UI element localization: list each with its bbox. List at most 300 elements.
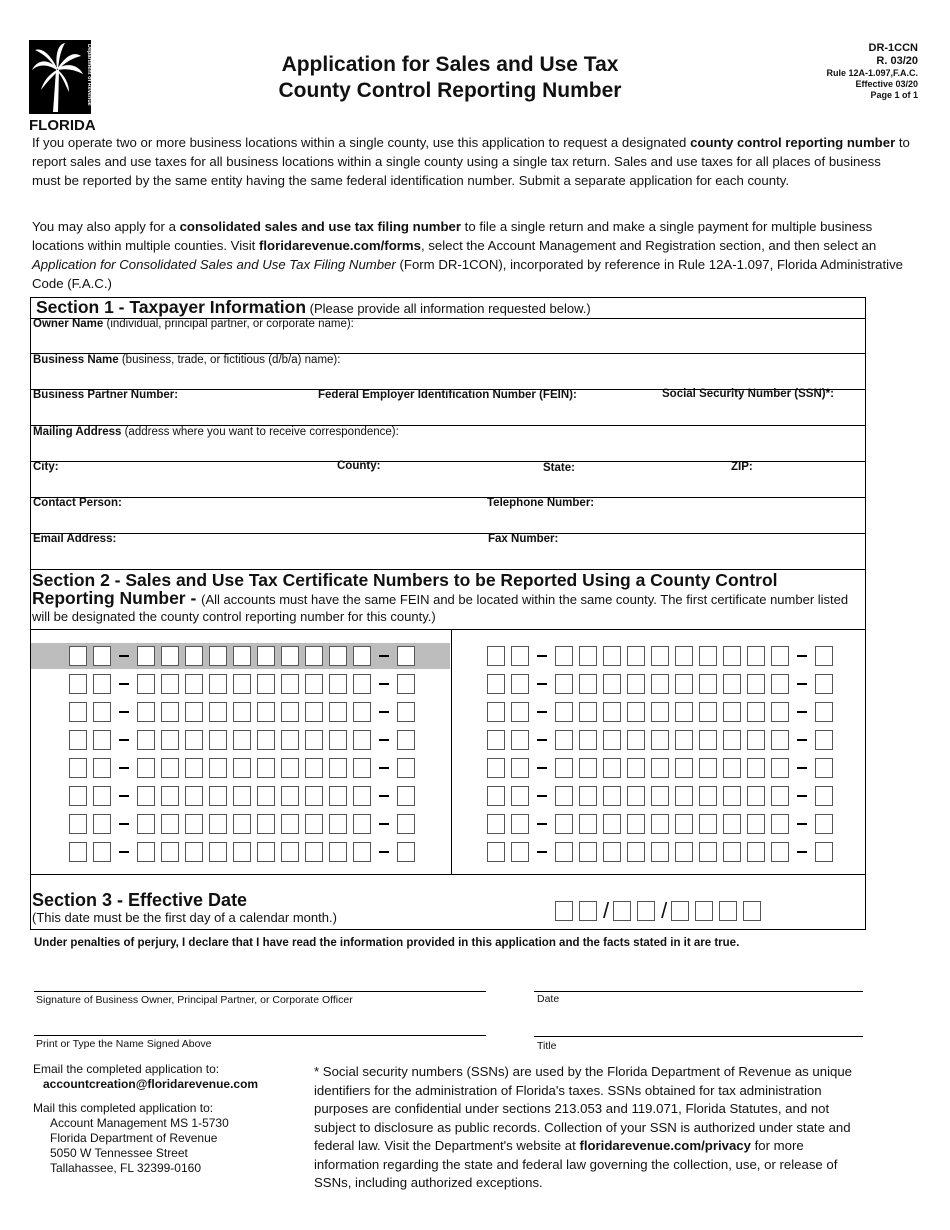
certificate-digit-box[interactable] <box>723 702 741 722</box>
certificate-digit-box[interactable] <box>397 758 415 778</box>
certificate-digit-box[interactable] <box>209 814 227 834</box>
certificate-digit-box[interactable] <box>723 842 741 862</box>
certificate-digit-box[interactable] <box>603 758 621 778</box>
certificate-digit-box[interactable] <box>699 786 717 806</box>
certificate-digit-box[interactable] <box>603 842 621 862</box>
certificate-digit-box[interactable] <box>771 730 789 750</box>
month-digit-box[interactable] <box>579 901 597 921</box>
fein-label: Federal Employer Identification Number (FEIN): <box>318 389 577 401</box>
state-label: State: <box>543 462 575 474</box>
certificate-digit-box[interactable] <box>137 674 155 694</box>
certificate-digit-box[interactable] <box>233 842 251 862</box>
certificate-digit-box[interactable] <box>161 702 179 722</box>
certificate-digit-box[interactable] <box>555 786 573 806</box>
certificate-number-row[interactable] <box>69 671 421 697</box>
certificate-digit-box[interactable] <box>185 674 203 694</box>
certificate-digit-box[interactable] <box>579 786 597 806</box>
certificate-digit-box[interactable] <box>353 646 371 666</box>
certificate-digit-box[interactable] <box>329 702 347 722</box>
certificate-digit-box[interactable] <box>723 674 741 694</box>
certificate-dash <box>797 739 807 741</box>
certificate-digit-box[interactable] <box>747 842 765 862</box>
forms-link[interactable]: floridarevenue.com/forms <box>258 238 421 253</box>
certificate-digit-box[interactable] <box>305 814 323 834</box>
owner-name-label: Owner Name (individual, principal partner, or corporate name): <box>33 318 354 330</box>
certificate-digit-box[interactable] <box>627 786 645 806</box>
certificate-digit-box[interactable] <box>397 730 415 750</box>
certificate-digit-box[interactable] <box>397 674 415 694</box>
telephone-label: Telephone Number: <box>487 497 595 509</box>
certificate-digit-box[interactable] <box>723 646 741 666</box>
certificate-digit-box[interactable] <box>771 646 789 666</box>
certificate-digit-box[interactable] <box>675 758 693 778</box>
certificate-digit-box[interactable] <box>627 702 645 722</box>
certificate-dash <box>119 739 129 741</box>
certificate-digit-box[interactable] <box>185 786 203 806</box>
certificate-digit-box[interactable] <box>487 730 505 750</box>
certificate-digit-box[interactable] <box>579 758 597 778</box>
certificate-digit-box[interactable] <box>603 814 621 834</box>
certificate-digit-box[interactable] <box>209 758 227 778</box>
florida-dor-logo <box>29 40 96 134</box>
certificate-digit-box[interactable] <box>723 814 741 834</box>
certificate-dash <box>537 739 547 741</box>
print-name-line[interactable] <box>34 1035 486 1036</box>
certificate-digit-box[interactable] <box>161 842 179 862</box>
certificate-digit-box[interactable] <box>675 786 693 806</box>
form-page: Page 1 of 1 <box>870 90 918 100</box>
certificate-digit-box[interactable] <box>675 646 693 666</box>
certificate-digit-box[interactable] <box>69 646 87 666</box>
certificate-dash <box>379 795 389 797</box>
certificate-digit-box[interactable] <box>353 674 371 694</box>
certificate-dash <box>797 823 807 825</box>
certificate-digit-box[interactable] <box>305 730 323 750</box>
certificate-digit-box[interactable] <box>209 842 227 862</box>
certificate-digit-box[interactable] <box>161 730 179 750</box>
title-line[interactable] <box>534 1036 863 1037</box>
address-line: Tallahassee, FL 32399-0160 <box>50 1161 201 1175</box>
certificate-digit-box[interactable] <box>603 786 621 806</box>
certificate-dash <box>379 823 389 825</box>
business-name-field[interactable] <box>33 368 863 388</box>
certificate-digit-box[interactable] <box>555 646 573 666</box>
form-title <box>245 52 655 104</box>
certificate-digit-box[interactable] <box>161 758 179 778</box>
certificate-digit-box[interactable] <box>93 730 111 750</box>
certificate-digit-box[interactable] <box>257 842 275 862</box>
certificate-digit-box[interactable] <box>397 646 415 666</box>
certificate-number-row[interactable] <box>487 755 839 781</box>
certificate-digit-box[interactable] <box>353 814 371 834</box>
certificate-digit-box[interactable] <box>353 730 371 750</box>
certificate-dash <box>379 683 389 685</box>
certificate-dash <box>379 739 389 741</box>
certificate-digit-box[interactable] <box>771 702 789 722</box>
certificate-digit-box[interactable] <box>651 702 669 722</box>
certificate-digit-box[interactable] <box>627 814 645 834</box>
certificate-digit-box[interactable] <box>93 646 111 666</box>
certificate-digit-box[interactable] <box>397 814 415 834</box>
section3-note: (This date must be the first day of a calendar month.) <box>32 910 337 925</box>
certificate-digit-box[interactable] <box>511 674 529 694</box>
certificate-digit-box[interactable] <box>699 758 717 778</box>
certificate-digit-box[interactable] <box>353 842 371 862</box>
certificate-digit-box[interactable] <box>579 842 597 862</box>
certificate-digit-box[interactable] <box>815 730 833 750</box>
certificate-digit-box[interactable] <box>747 814 765 834</box>
certificate-digit-box[interactable] <box>815 758 833 778</box>
certificate-digit-box[interactable] <box>185 814 203 834</box>
certificate-digit-box[interactable] <box>771 842 789 862</box>
certificate-digit-box[interactable] <box>675 674 693 694</box>
certificate-digit-box[interactable] <box>723 758 741 778</box>
year-digit-box[interactable] <box>743 901 761 921</box>
certificate-digit-box[interactable] <box>651 814 669 834</box>
certificate-digit-box[interactable] <box>209 674 227 694</box>
certificate-digit-box[interactable] <box>281 814 299 834</box>
certificate-digit-box[interactable] <box>329 674 347 694</box>
certificate-number-row[interactable] <box>69 839 421 865</box>
certificate-digit-box[interactable] <box>185 702 203 722</box>
certificate-dash <box>797 795 807 797</box>
certificate-digit-box[interactable] <box>305 786 323 806</box>
certificate-digit-box[interactable] <box>281 702 299 722</box>
certificate-digit-box[interactable] <box>397 702 415 722</box>
signature-label: Signature of Business Owner, Principal Partner, or Corporate Officer <box>36 994 353 1006</box>
certificate-number-row[interactable] <box>487 643 839 669</box>
certificate-digit-box[interactable] <box>137 646 155 666</box>
certificate-digit-box[interactable] <box>555 730 573 750</box>
city-county-state-zip-field[interactable] <box>33 476 863 496</box>
certificate-digit-box[interactable] <box>651 842 669 862</box>
owner-name-field[interactable] <box>33 332 863 352</box>
certificate-number-row[interactable] <box>487 811 839 837</box>
certificate-digit-box[interactable] <box>209 702 227 722</box>
certificate-digit-box[interactable] <box>137 758 155 778</box>
certificate-digit-box[interactable] <box>815 786 833 806</box>
section1-heading: Section 1 - Taxpayer Information (Please provide all information requested below.) <box>36 297 591 317</box>
certificate-digit-box[interactable] <box>511 842 529 862</box>
certificate-dash <box>119 795 129 797</box>
certificate-digit-box[interactable] <box>257 674 275 694</box>
date-label: Date <box>537 993 560 1005</box>
certificate-digit-box[interactable] <box>579 730 597 750</box>
certificate-digit-box[interactable] <box>579 702 597 722</box>
certificate-digit-box[interactable] <box>603 702 621 722</box>
certificate-digit-box[interactable] <box>815 646 833 666</box>
certificate-digit-box[interactable] <box>699 674 717 694</box>
certificate-digit-box[interactable] <box>511 730 529 750</box>
certificate-digit-box[interactable] <box>161 786 179 806</box>
certificate-digit-box[interactable] <box>93 702 111 722</box>
certificate-digit-box[interactable] <box>555 814 573 834</box>
certificate-digit-box[interactable] <box>305 646 323 666</box>
title-line-1: Application for Sales and Use Tax <box>281 53 619 76</box>
certificate-digit-box[interactable] <box>651 730 669 750</box>
certificate-digit-box[interactable] <box>699 646 717 666</box>
certificate-digit-box[interactable] <box>329 730 347 750</box>
certificate-number-row[interactable] <box>69 755 421 781</box>
certificate-digit-box[interactable] <box>555 758 573 778</box>
certificate-digit-box[interactable] <box>675 842 693 862</box>
certificate-digit-box[interactable] <box>233 786 251 806</box>
print-name-label: Print or Type the Name Signed Above <box>36 1038 212 1050</box>
certificate-digit-box[interactable] <box>329 842 347 862</box>
certificate-digit-box[interactable] <box>487 674 505 694</box>
certificate-digit-box[interactable] <box>329 786 347 806</box>
certificate-number-row[interactable] <box>31 643 450 669</box>
certificate-dash <box>537 823 547 825</box>
form-meta <box>826 42 918 101</box>
certificate-digit-box[interactable] <box>69 702 87 722</box>
month-digit-box[interactable] <box>555 901 573 921</box>
mailing-address-field[interactable] <box>33 440 863 460</box>
certificate-digit-box[interactable] <box>257 758 275 778</box>
form-effective: Effective 03/20 <box>855 79 918 89</box>
certificate-digit-box[interactable] <box>69 842 87 862</box>
intro-paragraph-2: You may also apply for a consolidated sales and use tax filing number to file a single return and make a single payment for multiple business locations within multiple counties. Visit floridarevenue.com/forms, select the Account Management and Registration section, and then select an Application for Consolidated Sales and Use Tax Filing Number (Form DR-1CON), incorporated by reference in Rule 12A-1.097, Florida Administrative Code (F.A.C.) <box>32 219 904 291</box>
email-instructions: Email the completed application to: accountcreation@floridarevenue.com <box>33 1062 259 1091</box>
mail-instructions: Mail this completed application to: Account Management MS 1-5730 Florida Department of Revenue 5050 W Tennessee Street Tallahassee, FL 32399-0160 <box>33 1101 229 1175</box>
zip-label: ZIP: <box>731 461 753 473</box>
certificate-digit-box[interactable] <box>627 646 645 666</box>
logo-wordmark: FLORIDA <box>29 117 96 134</box>
certificate-digit-box[interactable] <box>353 786 371 806</box>
certificate-digit-box[interactable] <box>511 646 529 666</box>
certificate-digit-box[interactable] <box>93 786 111 806</box>
year-digit-box[interactable] <box>695 901 713 921</box>
certificate-digit-box[interactable] <box>771 814 789 834</box>
certificate-digit-box[interactable] <box>257 730 275 750</box>
certificate-digit-box[interactable] <box>699 730 717 750</box>
certificate-digit-box[interactable] <box>555 674 573 694</box>
certificate-digit-box[interactable] <box>651 674 669 694</box>
certificate-digit-box[interactable] <box>329 814 347 834</box>
certificate-digit-box[interactable] <box>93 842 111 862</box>
certificate-number-row[interactable] <box>487 727 839 753</box>
certificate-digit-box[interactable] <box>511 814 529 834</box>
certificate-digit-box[interactable] <box>257 786 275 806</box>
certificate-digit-box[interactable] <box>627 730 645 750</box>
signature-line[interactable] <box>34 991 486 992</box>
certificate-digit-box[interactable] <box>397 842 415 862</box>
certificate-digit-box[interactable] <box>603 730 621 750</box>
certificate-digit-box[interactable] <box>209 786 227 806</box>
certificate-digit-box[interactable] <box>699 842 717 862</box>
certificate-dash <box>119 851 129 853</box>
certificate-digit-box[interactable] <box>675 702 693 722</box>
certificate-digit-box[interactable] <box>603 646 621 666</box>
certificate-digit-box[interactable] <box>281 842 299 862</box>
certificate-dash <box>797 851 807 853</box>
certificate-digit-box[interactable] <box>161 674 179 694</box>
date-line[interactable] <box>534 991 863 992</box>
perjury-declaration: Under penalties of perjury, I declare that I have read the information provided in this application and the facts stated in it are true. <box>34 937 740 949</box>
certificate-digit-box[interactable] <box>675 814 693 834</box>
certificate-digit-box[interactable] <box>233 730 251 750</box>
certificate-digit-box[interactable] <box>93 674 111 694</box>
certificate-digit-box[interactable] <box>747 674 765 694</box>
certificate-digit-box[interactable] <box>69 730 87 750</box>
certificate-digit-box[interactable] <box>747 730 765 750</box>
certificate-digit-box[interactable] <box>137 842 155 862</box>
certificate-dash <box>119 711 129 713</box>
certificate-digit-box[interactable] <box>555 702 573 722</box>
intro-paragraph-1: If you operate two or more business locations within a single county, use this application to request a designated county control reporting number to report sales and use taxes for all business locations within a single county using a single tax return. Sales and use taxes for all places of business must be reported by the same entity having the same federal identification number. Submit a separate application for each county. <box>32 135 910 188</box>
certificate-digit-box[interactable] <box>233 814 251 834</box>
certificate-number-row[interactable] <box>487 783 839 809</box>
certificate-digit-box[interactable] <box>627 842 645 862</box>
certificate-digit-box[interactable] <box>185 730 203 750</box>
certificate-digit-box[interactable] <box>161 814 179 834</box>
certificate-digit-box[interactable] <box>511 702 529 722</box>
certificate-digit-box[interactable] <box>329 758 347 778</box>
certificate-digit-box[interactable] <box>487 786 505 806</box>
certificate-digit-box[interactable] <box>651 646 669 666</box>
certificate-dash <box>537 711 547 713</box>
certificate-digit-box[interactable] <box>281 758 299 778</box>
certificate-digit-box[interactable] <box>511 758 529 778</box>
certificate-digit-box[interactable] <box>815 702 833 722</box>
certificate-digit-box[interactable] <box>651 758 669 778</box>
certificate-digit-box[interactable] <box>747 758 765 778</box>
certificate-digit-box[interactable] <box>69 814 87 834</box>
certificate-digit-box[interactable] <box>329 646 347 666</box>
form-rule: Rule 12A-1.097,F.A.C. <box>826 68 918 78</box>
certificate-digit-box[interactable] <box>397 786 415 806</box>
certificate-digit-box[interactable] <box>747 646 765 666</box>
certificate-digit-box[interactable] <box>651 786 669 806</box>
ssn-disclosure: * Social security numbers (SSNs) are used by the Florida Department of Revenue as unique identifiers for the administration of Florida's taxes. SSNs obtained for tax administration purposes are confidential under sections 213.053 and 119.071, Florida Statutes, and not subject to disclosure as public records. Collection of your SSN is authorized under state and federal law. Visit the Department's website at floridarevenue.com/privacy for more information regarding the state and federal law governing the collection, use, or release of SSNs, including authorized exceptions. <box>314 1064 853 1190</box>
privacy-link[interactable]: floridarevenue.com/privacy <box>579 1138 751 1153</box>
certificate-digit-box[interactable] <box>137 702 155 722</box>
certificate-digit-box[interactable] <box>305 674 323 694</box>
submission-email[interactable]: accountcreation@floridarevenue.com <box>43 1077 259 1091</box>
address-line: Florida Department of Revenue <box>50 1131 218 1145</box>
certificate-digit-box[interactable] <box>627 758 645 778</box>
certificate-digit-box[interactable] <box>161 646 179 666</box>
certificate-digit-box[interactable] <box>185 646 203 666</box>
certificate-digit-box[interactable] <box>257 646 275 666</box>
certificate-digit-box[interactable] <box>233 702 251 722</box>
certificate-digit-box[interactable] <box>69 786 87 806</box>
certificate-dash <box>537 655 547 657</box>
certificate-digit-box[interactable] <box>305 758 323 778</box>
certificate-digit-box[interactable] <box>579 674 597 694</box>
certificate-digit-box[interactable] <box>137 786 155 806</box>
year-digit-box[interactable] <box>719 901 737 921</box>
day-digit-box[interactable] <box>613 901 631 921</box>
certificate-digit-box[interactable] <box>747 786 765 806</box>
title-line-2: County Control Reporting Number <box>278 79 622 102</box>
certificate-digit-box[interactable] <box>281 730 299 750</box>
certificate-digit-box[interactable] <box>579 646 597 666</box>
certificate-digit-box[interactable] <box>69 674 87 694</box>
certificate-digit-box[interactable] <box>137 730 155 750</box>
certificate-digit-box[interactable] <box>353 758 371 778</box>
taxpayer-ids-field[interactable] <box>33 404 863 424</box>
certificate-digit-box[interactable] <box>723 730 741 750</box>
certificate-digit-box[interactable] <box>209 646 227 666</box>
certificate-digit-box[interactable] <box>257 702 275 722</box>
certificate-digit-box[interactable] <box>257 814 275 834</box>
certificate-digit-box[interactable] <box>771 786 789 806</box>
certificate-number-row[interactable] <box>487 671 839 697</box>
year-digit-box[interactable] <box>671 901 689 921</box>
certificate-digit-box[interactable] <box>699 814 717 834</box>
certificate-digit-box[interactable] <box>93 758 111 778</box>
certificate-digit-box[interactable] <box>185 842 203 862</box>
certificate-number-row[interactable] <box>487 699 839 725</box>
certificate-dash <box>119 823 129 825</box>
certificate-digit-box[interactable] <box>209 730 227 750</box>
certificate-digit-box[interactable] <box>233 646 251 666</box>
certificate-digit-box[interactable] <box>699 702 717 722</box>
certificate-digit-box[interactable] <box>815 814 833 834</box>
contact-person-label: Contact Person: <box>33 497 122 509</box>
certificate-digit-box[interactable] <box>487 646 505 666</box>
certificate-digit-box[interactable] <box>771 674 789 694</box>
certificate-digit-box[interactable] <box>723 786 741 806</box>
cert-grid-right <box>452 629 866 874</box>
certificate-digit-box[interactable] <box>305 702 323 722</box>
certificate-dash <box>797 683 807 685</box>
certificate-digit-box[interactable] <box>603 674 621 694</box>
certificate-digit-box[interactable] <box>747 702 765 722</box>
certificate-digit-box[interactable] <box>353 702 371 722</box>
effective-date-input[interactable] <box>555 898 767 924</box>
certificate-digit-box[interactable] <box>555 842 573 862</box>
day-digit-box[interactable] <box>637 901 655 921</box>
certificate-digit-box[interactable] <box>281 674 299 694</box>
email-address-label: Email Address: <box>33 533 117 545</box>
fax-number-label: Fax Number: <box>488 533 559 545</box>
certificate-digit-box[interactable] <box>69 758 87 778</box>
certificate-digit-box[interactable] <box>815 842 833 862</box>
certificate-digit-box[interactable] <box>815 674 833 694</box>
certificate-digit-box[interactable] <box>511 786 529 806</box>
certificate-dash <box>537 795 547 797</box>
certificate-digit-box[interactable] <box>281 646 299 666</box>
certificate-number-row[interactable] <box>69 727 421 753</box>
certificate-digit-box[interactable] <box>627 674 645 694</box>
mailing-address-label: Mailing Address (address where you want to receive correspondence): <box>33 426 399 438</box>
section2-heading: Section 2 - Sales and Use Tax Certificate Numbers to be Reported Using a County Control <box>32 570 778 590</box>
certificate-digit-box[interactable] <box>771 758 789 778</box>
certificate-digit-box[interactable] <box>487 702 505 722</box>
certificate-dash <box>119 683 129 685</box>
contact-phone-field[interactable] <box>33 512 863 532</box>
certificate-digit-box[interactable] <box>233 758 251 778</box>
email-fax-field[interactable] <box>33 548 863 568</box>
certificate-number-row[interactable] <box>69 811 421 837</box>
certificate-number-row[interactable] <box>69 699 421 725</box>
certificate-number-row[interactable] <box>487 839 839 865</box>
certificate-digit-box[interactable] <box>487 814 505 834</box>
certificate-digit-box[interactable] <box>487 842 505 862</box>
certificate-number-row[interactable] <box>69 783 421 809</box>
certificate-digit-box[interactable] <box>185 758 203 778</box>
certificate-digit-box[interactable] <box>487 758 505 778</box>
certificate-digit-box[interactable] <box>93 814 111 834</box>
certificate-digit-box[interactable] <box>675 730 693 750</box>
certificate-digit-box[interactable] <box>305 842 323 862</box>
certificate-digit-box[interactable] <box>281 786 299 806</box>
certificate-digit-box[interactable] <box>137 814 155 834</box>
certificate-digit-box[interactable] <box>579 814 597 834</box>
certificate-digit-box[interactable] <box>233 674 251 694</box>
